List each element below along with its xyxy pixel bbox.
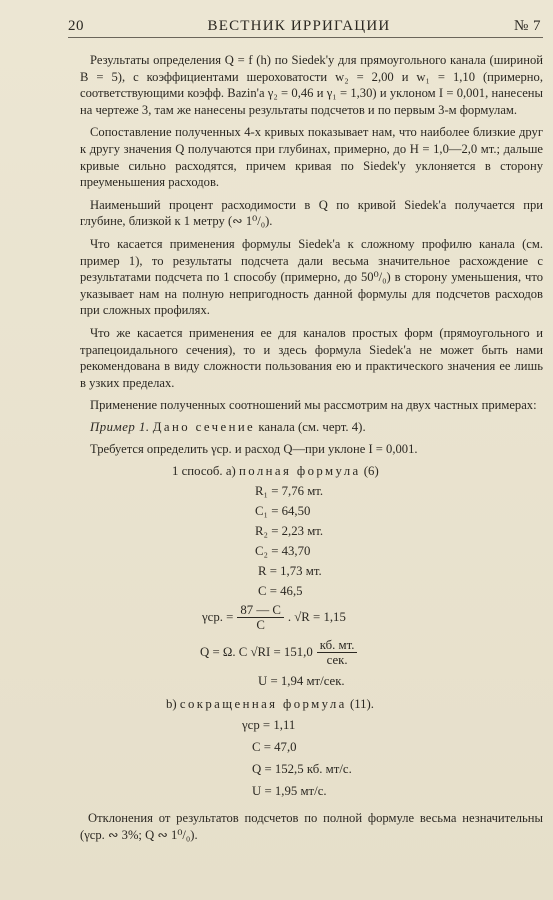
example-heading — [82, 420, 543, 435]
conclusion-paragraph: Отклонения от результатов подсчетов по полной формуле весьма незначительны (γср. ∾ 3%; Q ∾ 1⁰/₀). — [80, 811, 543, 843]
method-1-part: а) — [225, 464, 236, 479]
value-line: U = 1,95 мт/с. — [252, 784, 327, 799]
value-line: γср = 1,11 — [242, 718, 296, 733]
gamma-numerator: 87 — C — [237, 603, 284, 618]
example-spaced-text: Дано сечение — [152, 419, 256, 434]
u-result-1: U = 1,94 мт/сек. — [258, 674, 345, 689]
value-line: R₁ = 7,76 мт. — [255, 484, 324, 499]
gamma-lhs: γср. = — [202, 610, 234, 625]
gamma-denominator: C — [256, 618, 265, 633]
method-2-ref: (11). — [349, 697, 374, 712]
example-rest-text: канала (см. черт. 4). — [258, 419, 366, 434]
q-lhs: Q = Ω. C √RI = 151,0 — [200, 645, 313, 660]
example-task: Требуется определить γср. и расход Q—при уклоне I = 0,001. — [90, 441, 418, 456]
value-line: R = 1,73 мт. — [258, 564, 322, 579]
gamma-rhs: . √R = 1,15 — [287, 610, 346, 625]
method-1-ref: (6) — [363, 464, 379, 479]
method-2-part: b) — [166, 697, 177, 712]
value-line: R₂ = 2,23 мт. — [255, 524, 324, 539]
paragraph-4: Что касается применения формулы Siedek'a к сложному профилю канала (см. пример 1), то результаты подсчета дали весьма значительное расхождение с результатами подсчета по 1 способу (примерно, до 50⁰/₀) в сторону уменьшения, что указывает нам на полную непригодность данной формулы для подсчетов расходов при сложных профилях. — [80, 236, 543, 318]
method-1-prefix: 1 способ. — [172, 464, 223, 479]
page-header — [68, 18, 543, 38]
body-text — [80, 52, 543, 414]
q-unit-numerator: кб. мт. — [317, 638, 358, 653]
q-unit-denominator: сек. — [326, 653, 348, 668]
issue-number: № 7 — [513, 18, 541, 34]
method-2-values — [82, 717, 543, 800]
value-line: Q = 152,5 кб. мт/с. — [252, 762, 352, 777]
paragraph-3: Наименьший процент расходимости в Q по кривой Siedek'a получается при глубине, близкой к 1 метру (∾ 1⁰/₀). — [80, 197, 543, 229]
gamma-formula — [82, 603, 543, 632]
method-2-name: сокращенная формула — [179, 697, 347, 712]
journal-title: ВЕСТНИК ИРРИГАЦИИ — [207, 18, 391, 34]
value-line: C = 46,5 — [258, 584, 303, 599]
value-line: C₁ = 64,50 — [255, 504, 311, 519]
paragraph-6: Применение полученных соотношений мы рассмотрим на двух частных примерах: — [90, 398, 537, 413]
example-label: Пример 1. — [90, 419, 150, 434]
method-1-name: полная формула — [239, 464, 361, 479]
method-1-heading — [82, 463, 543, 480]
q-unit-fraction — [317, 638, 358, 667]
value-line: C = 47,0 — [252, 740, 297, 755]
paragraph-1: Результаты определения Q = f (h) по Siedek'у для прямоугольного канала (шириной В = 5), с коэффициентами шероховатости w₂ = 2,00 и w₁ = 1,10 (примерно, соответствующими коэфф. Bazin'a γ₂ = 0,46 и γ₁ = 1,30) и уклоном I = 0,001, нанесены на чертеже 3, там же нанесены результаты подсчетов и по первым 3-м формулам. — [80, 53, 543, 117]
value-line: C₂ = 43,70 — [255, 544, 311, 559]
page-number: 20 — [68, 18, 84, 34]
gamma-fraction — [237, 603, 284, 632]
method-2-heading — [82, 696, 543, 713]
paragraph-2: Сопоставление полученных 4-х кривых показывает нам, что наиболее близкие друг к другу значения Q получаются при глубинах, примерно, до H = 1,0—2,0 мт.; дальше кривые сильно расходятся, причем кривая по Siedek'у уклоняется в сторону преуменьшения расходов. — [80, 125, 543, 190]
method-1-values — [82, 483, 543, 600]
paragraph-5: Что же касается применения ее для каналов простых форм (прямоугольного и трапецоидального сечения), то и здесь формула Siedek'a не может быть нами рекомендована в виду сложности пользования ею и практического значения ее лишь в узких пределах. — [80, 325, 543, 390]
q-formula — [82, 638, 543, 667]
